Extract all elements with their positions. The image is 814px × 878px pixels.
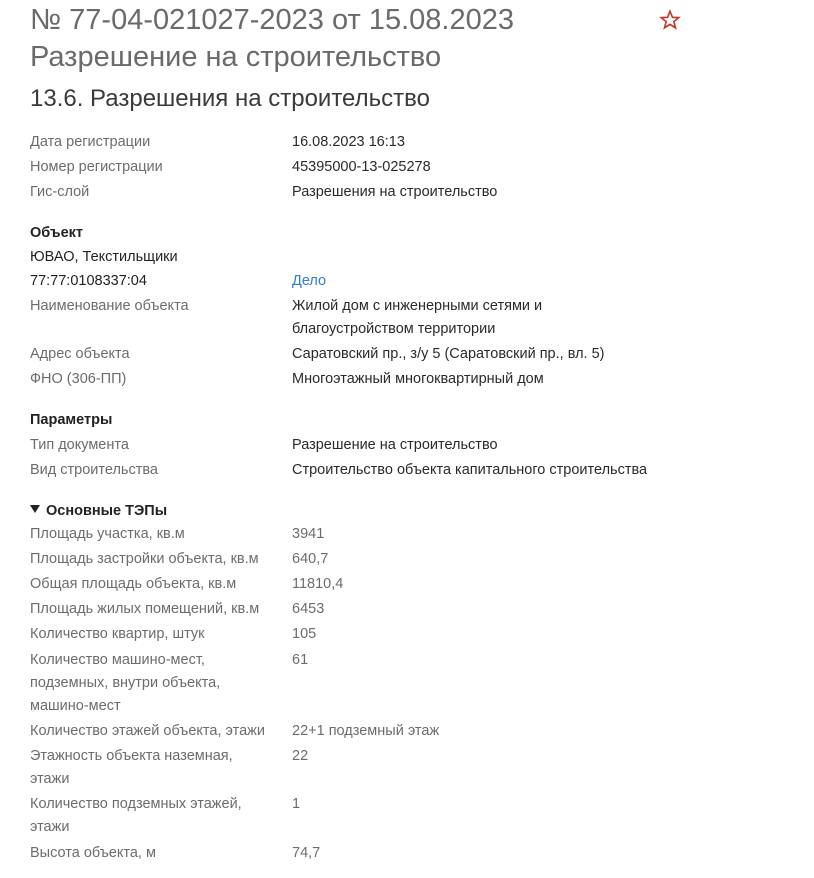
field-label: Адрес объекта [30, 346, 130, 362]
field-value: Жилой дом с инженерными сетями и благоустройством территории [292, 298, 543, 337]
document-number-title: № 77-04-021027-2023 от 15.08.2023 [30, 4, 514, 36]
field-value: 640,7 [292, 551, 329, 567]
field-label: ФНО (306-ПП) [30, 371, 127, 387]
field-label: Вид строительства [30, 462, 158, 478]
field-value: 61 [292, 652, 309, 668]
field-value: 16.08.2023 16:13 [292, 134, 405, 150]
case-link[interactable]: Дело [292, 273, 327, 289]
tep-section-toggle[interactable] [30, 500, 167, 523]
field-value: 11810,4 [292, 576, 344, 592]
field-label: Этажность объекта наземная, этажи [30, 748, 233, 787]
field-value: Строительство объекта капитального строительства [292, 462, 648, 478]
field-label: Наименование объекта [30, 298, 189, 314]
field-value: 74,7 [292, 845, 321, 861]
field-label: Гис-слой [30, 184, 90, 200]
field-value: Многоэтажный многоквартирный дом [292, 371, 544, 387]
field-label: Высота объекта, м [30, 845, 156, 861]
object-district: ЮВАО, Текстильщики [30, 249, 178, 265]
field-label: Количество машино-мест, подземных, внутри объекта, машино-мест [30, 652, 221, 714]
parameters-section-title: Параметры [30, 412, 113, 428]
field-value: 6453 [292, 601, 325, 617]
field-value: Разрешение на строительство [292, 437, 498, 453]
field-value: 45395000-13-025278 [292, 159, 431, 175]
document-category-title: 13.6. Разрешения на строительство [30, 85, 430, 112]
field-value: 22+1 подземный этаж [292, 723, 440, 739]
field-label: Общая площадь объекта, кв.м [30, 576, 237, 592]
field-value: 22 [292, 748, 309, 764]
field-value: 1 [292, 796, 301, 812]
field-label: Количество этажей объекта, этажи [30, 723, 265, 739]
document-type-title: Разрешение на строительство [30, 41, 442, 73]
field-label: Количество подземных этажей, этажи [30, 796, 242, 835]
tep-section-title: Основные ТЭПы [46, 503, 168, 519]
field-label: Площадь жилых помещений, кв.м [30, 601, 260, 617]
field-label: Номер регистрации [30, 159, 163, 175]
field-label: Площадь участка, кв.м [30, 526, 185, 542]
triangle-down-icon [30, 505, 40, 513]
field-value: 105 [292, 626, 317, 642]
field-value: Разрешения на строительство [292, 184, 498, 200]
field-label: Количество квартир, штук [30, 626, 205, 642]
field-value: 3941 [292, 526, 325, 542]
object-section-title: Объект [30, 225, 84, 241]
star-outline-icon[interactable] [659, 9, 681, 31]
field-label: Площадь застройки объекта, кв.м [30, 551, 259, 567]
field-value: Саратовский пр., з/у 5 (Саратовский пр., вл. 5) [292, 346, 605, 362]
cadastral-number: 77:77:0108337:04 [30, 273, 147, 289]
field-label: Тип документа [30, 437, 129, 453]
field-label: Дата регистрации [30, 134, 151, 150]
